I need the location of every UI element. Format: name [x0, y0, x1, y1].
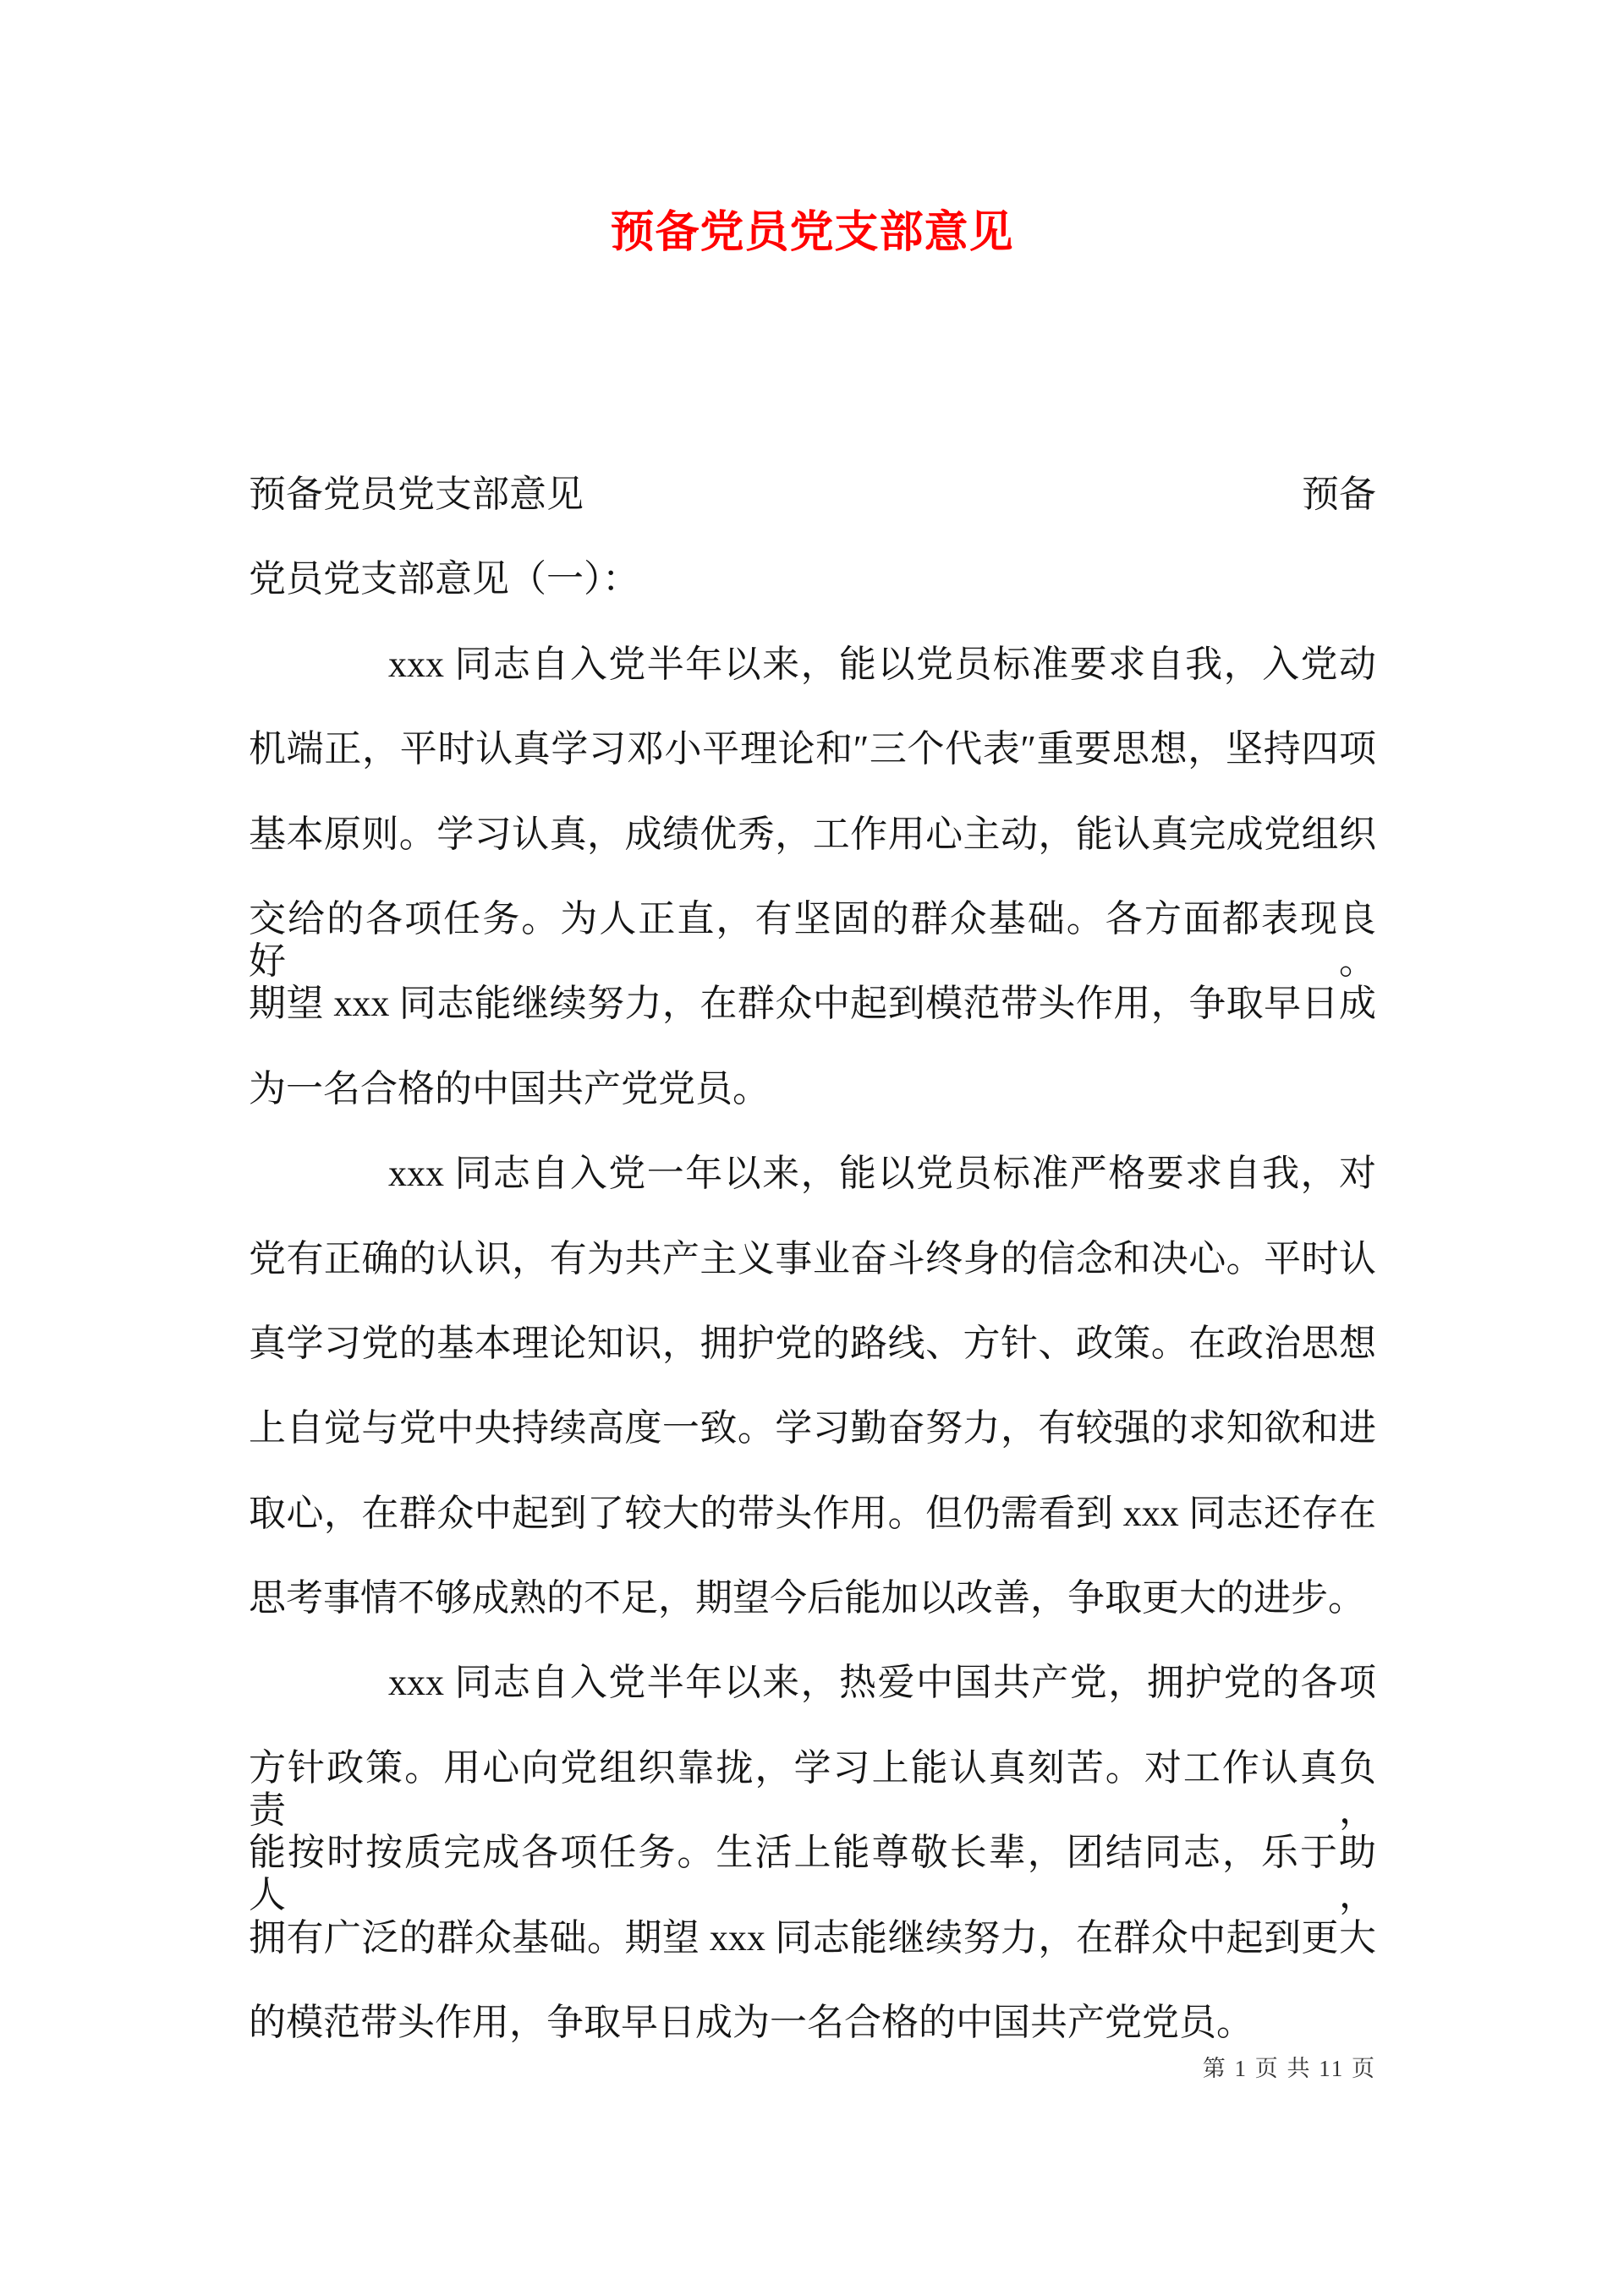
body-line: 上自觉与党中央持续高度一致。学习勤奋努力，有较强的求知欲和进 — [249, 1407, 1376, 1449]
body-line: 机端正，平时认真学习邓小平理论和″三个代表″重要思想，坚持四项 — [249, 728, 1376, 770]
body-line: xxx 同志自入党半年以来，热爱中国共产党，拥护党的各项 — [388, 1662, 1376, 1704]
body-line: xxx 同志自入党半年以来，能以党员标准要求自我，入党动 — [388, 643, 1376, 685]
body-line: 真学习党的基本理论知识，拥护党的路线、方针、政策。在政治思想 — [249, 1322, 1376, 1364]
body-line: 党员党支部意见（一）： — [249, 558, 639, 600]
body-line: 能按时按质完成各项任务。生活上能尊敬长辈，团结同志，乐于助人， — [249, 1832, 1376, 1916]
body-line: 基本原则。学习认真，成绩优秀，工作用心主动，能认真完成党组织 — [249, 813, 1376, 855]
body-line: 的模范带头作用，争取早日成为一名合格的中国共产党党员。 — [249, 2002, 1254, 2044]
line-right-text: 预备 — [1302, 474, 1376, 515]
body-line: 为一名合格的中国共产党党员。 — [249, 1067, 770, 1110]
page-title: 预备党员党支部意见 — [610, 209, 1014, 257]
page-number: 第 1 页 共 11 页 — [1202, 2056, 1376, 2081]
line-left-text: 预备党员党支部意见 — [249, 474, 584, 515]
body-line: 交给的各项任务。为人正直，有坚固的群众基础。各方面都表现良好。 — [249, 897, 1376, 982]
body-line — [249, 474, 1376, 558]
document-body — [249, 474, 1376, 2086]
body-line: xxx 同志自入党一年以来，能以党员标准严格要求自我，对 — [388, 1153, 1376, 1195]
body-line: 取心，在群众中起到了较大的带头作用。但仍需看到 xxx 同志还存在 — [249, 1492, 1376, 1534]
body-line: 思考事情不够成熟的不足，期望今后能加以改善，争取更大的进步。 — [249, 1577, 1365, 1619]
body-line: 拥有广泛的群众基础。期望 xxx 同志能继续努力，在群众中起到更大 — [249, 1916, 1376, 1959]
body-line: 党有正确的认识，有为共产主义事业奋斗终身的信念和决心。平时认 — [249, 1237, 1376, 1280]
body-line: 方针政策。用心向党组织靠拢，学习上能认真刻苦。对工作认真负责， — [249, 1746, 1376, 1831]
body-line: 期望 xxx 同志能继续努力，在群众中起到模范带头作用，争取早日成 — [249, 983, 1376, 1025]
